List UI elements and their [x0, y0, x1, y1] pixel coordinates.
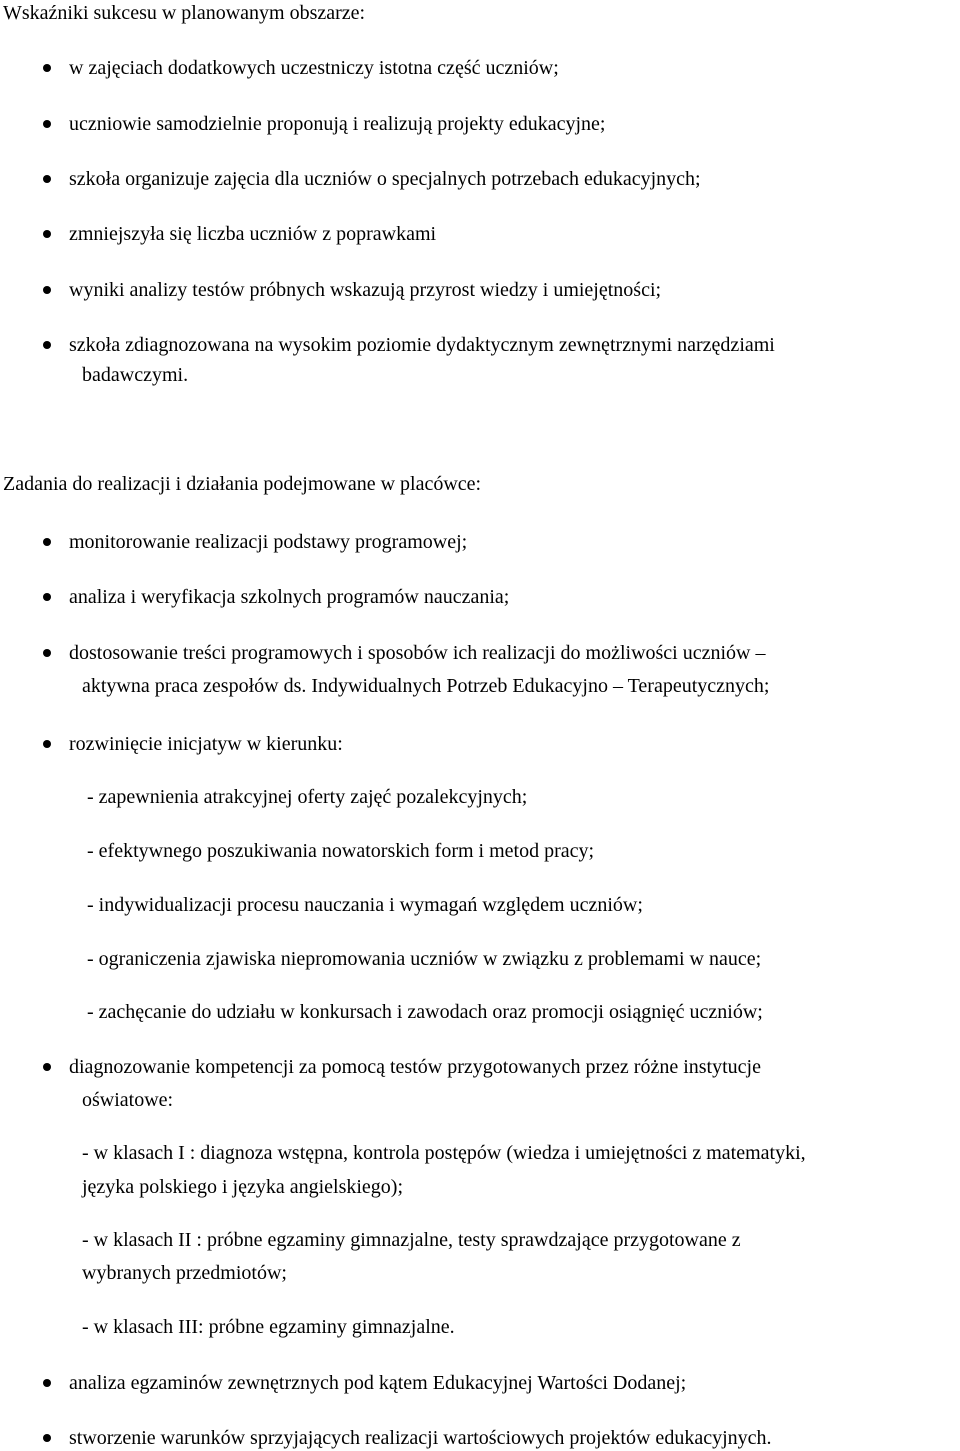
bullet-icon: [43, 286, 51, 294]
bullet-icon: [43, 175, 51, 183]
bullet-icon: [43, 1434, 51, 1442]
class-item: - w klasach II : próbne egzaminy gimnazjalne, testy sprawdzające przygotowane z: [82, 1229, 741, 1251]
list-item: monitorowanie realizacji podstawy programowej;: [69, 531, 468, 553]
bullet-icon: [43, 538, 51, 546]
bullet-icon: [43, 593, 51, 601]
bullet-icon: [43, 341, 51, 349]
initiative-item: - zapewnienia atrakcyjnej oferty zajęć pozalekcyjnych;: [87, 786, 528, 808]
list-item: wyniki analizy testów próbnych wskazują przyrost wiedzy i umiejętności;: [69, 279, 662, 301]
initiative-item: - ograniczenia zjawiska niepromowania uczniów w związku z problemami w nauce;: [87, 948, 762, 970]
list-item: zmniejszyła się liczba uczniów z poprawkami: [69, 223, 437, 245]
bullet-icon: [43, 120, 51, 128]
section-heading-tasks: Zadania do realizacji i działania podejmowane w placówce:: [3, 473, 482, 495]
class-item-continuation: języka polskiego i języka angielskiego);: [82, 1176, 404, 1198]
list-item: szkoła organizuje zajęcia dla uczniów o specjalnych potrzebach edukacyjnych;: [69, 168, 701, 190]
class-item-continuation: wybranych przedmiotów;: [82, 1262, 287, 1284]
bullet-icon: [43, 1063, 51, 1071]
list-item: stworzenie warunków sprzyjających realizacji wartościowych projektów edukacyjnych.: [69, 1427, 772, 1449]
list-item: dostosowanie treści programowych i sposobów ich realizacji do możliwości uczniów –: [69, 642, 766, 664]
list-item: rozwinięcie inicjatyw w kierunku:: [69, 733, 343, 755]
list-item: analiza egzaminów zewnętrznych pod kątem Edukacyjnej Wartości Dodanej;: [69, 1372, 687, 1394]
list-item-continuation: oświatowe:: [82, 1089, 174, 1111]
bullet-icon: [43, 64, 51, 72]
list-item: analiza i weryfikacja szkolnych programów nauczania;: [69, 586, 510, 608]
bullet-icon: [43, 1379, 51, 1387]
section-heading-success-indicators: Wskaźniki sukcesu w planowanym obszarze:: [3, 2, 366, 24]
list-item-continuation: aktywna praca zespołów ds. Indywidualnych Potrzeb Edukacyjno – Terapeutycznych;: [82, 675, 770, 697]
initiative-item: - indywidualizacji procesu nauczania i wymagań względem uczniów;: [87, 894, 643, 916]
class-item: - w klasach III: próbne egzaminy gimnazjalne.: [82, 1316, 455, 1338]
bullet-icon: [43, 740, 51, 748]
initiative-item: - efektywnego poszukiwania nowatorskich form i metod pracy;: [87, 840, 595, 862]
list-item: diagnozowanie kompetencji za pomocą testów przygotowanych przez różne instytucje: [69, 1056, 761, 1078]
list-item: w zajęciach dodatkowych uczestniczy istotna część uczniów;: [69, 57, 559, 79]
class-item: - w klasach I : diagnoza wstępna, kontrola postępów (wiedza i umiejętności z matematyki,: [82, 1142, 806, 1164]
list-item: szkoła zdiagnozowana na wysokim poziomie dydaktycznym zewnętrznymi narzędziami: [69, 334, 775, 356]
initiative-item: - zachęcanie do udziału w konkursach i zawodach oraz promocji osiągnięć uczniów;: [87, 1001, 763, 1023]
list-item: uczniowie samodzielnie proponują i realizują projekty edukacyjne;: [69, 113, 606, 135]
bullet-icon: [43, 649, 51, 657]
bullet-icon: [43, 230, 51, 238]
list-item-continuation: badawczymi.: [82, 364, 189, 386]
